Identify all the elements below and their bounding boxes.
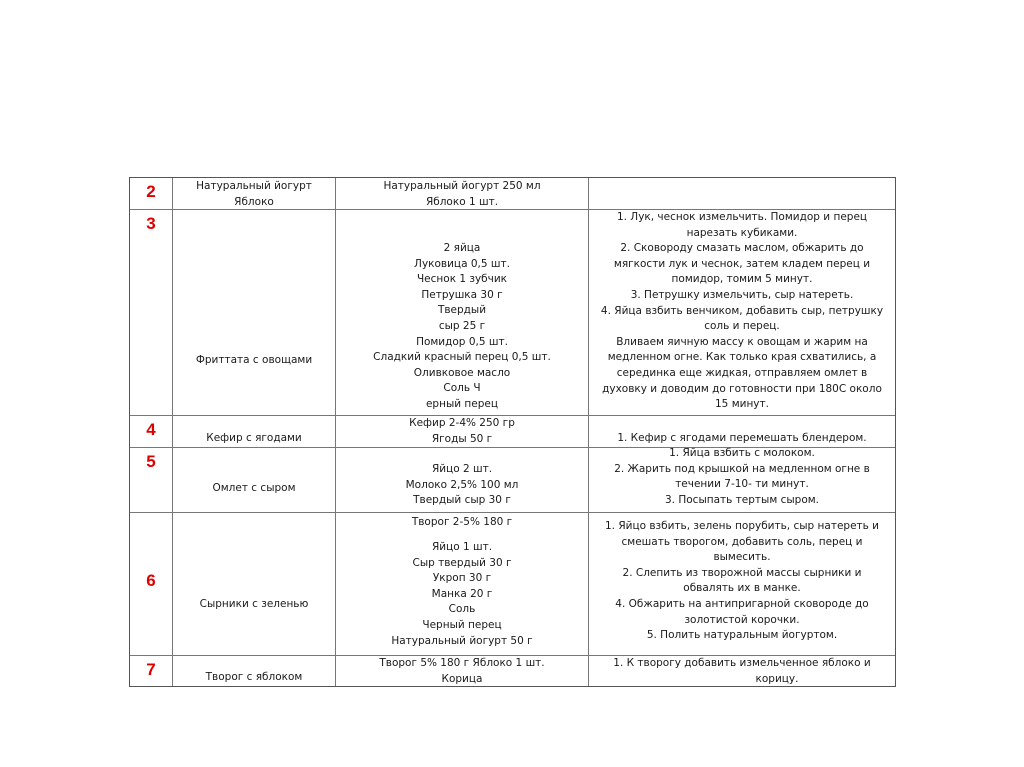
dish-cell bbox=[173, 416, 336, 448]
ingredient: Яблоко 1 шт. bbox=[425, 195, 499, 208]
ingredient: Черный перец bbox=[422, 618, 502, 631]
instruction-line: золотистой корочки. bbox=[684, 613, 800, 626]
instruction-line: помидор, томим 5 минут. bbox=[671, 273, 813, 286]
ingredient: ерный перец bbox=[425, 397, 499, 410]
instruction-line: соль и перец. bbox=[704, 320, 780, 333]
dish-name: Омлет с сыром bbox=[212, 482, 296, 494]
ingredient: Натуральный йогурт 250 мл bbox=[383, 180, 541, 192]
ingredient: Молоко 2,5% 100 мл bbox=[405, 478, 519, 491]
instruction-line: 1. Яйцо взбить, зелень порубить, сыр натереть и bbox=[604, 520, 880, 532]
instruction-line: мягкости лук и чеснок, затем кладем перец и bbox=[613, 257, 871, 270]
row-number: 2 bbox=[130, 178, 173, 210]
instruction-line: духовку и доводим до готовности при 180С около bbox=[602, 382, 882, 395]
row-number: 5 bbox=[130, 448, 173, 513]
instruction-line: вымесить. bbox=[713, 551, 771, 564]
ingredient: сыр 25 г bbox=[438, 319, 486, 332]
dish-name: Яблоко bbox=[234, 195, 274, 208]
instructions-cell bbox=[589, 656, 895, 686]
ingredient: Сладкий красный перец 0,5 шт. bbox=[373, 351, 551, 364]
ingredients-cell bbox=[336, 178, 589, 210]
ingredient: Твердый bbox=[437, 304, 487, 317]
instruction-line: смешать творогом, добавить соль, перец и bbox=[621, 535, 863, 548]
instruction-line: 2. Сковороду смазать маслом, обжарить до bbox=[620, 242, 864, 255]
instruction-line: медленном огне. Как только края схватились, а bbox=[607, 351, 877, 364]
dish-cell bbox=[173, 656, 336, 686]
instruction-line: 15 минут. bbox=[715, 398, 769, 411]
ingredients-cell bbox=[336, 656, 589, 686]
instructions-cell bbox=[589, 416, 895, 448]
ingredients-cell bbox=[336, 210, 589, 416]
dish-cell bbox=[173, 178, 336, 210]
ingredient: Соль Ч bbox=[443, 382, 481, 395]
ingredient: Сыр твердый 30 г bbox=[412, 556, 512, 569]
instruction-line: 2. Слепить из творожной массы сырники и bbox=[622, 566, 862, 579]
ingredient: Луковица 0,5 шт. bbox=[414, 257, 510, 270]
ingredient: Кефир 2-4% 250 гр bbox=[409, 417, 515, 429]
ingredient: Помидор 0,5 шт. bbox=[416, 335, 508, 348]
ingredient: Твердый сыр 30 г bbox=[413, 494, 511, 507]
row-number: 6 bbox=[130, 513, 173, 656]
instruction-line: 2. Жарить под крышкой на медленном огне в bbox=[614, 462, 870, 475]
ingredient: Петрушка 30 г bbox=[421, 288, 503, 301]
instruction-line: 5. Полить натуральным йогуртом. bbox=[646, 629, 838, 642]
ingredient: Яйцо 2 шт. bbox=[431, 463, 493, 475]
ingredient: Ягоды 50 г bbox=[431, 432, 493, 445]
instruction-line: 1. Яйца взбить с молоком. bbox=[669, 447, 815, 459]
instruction-line: 4. Обжарить на антипригарной сковороде до bbox=[615, 597, 869, 610]
dish-cell bbox=[173, 448, 336, 513]
ingredient: Натуральный йогурт 50 г bbox=[391, 634, 533, 647]
row-number: 3 bbox=[130, 210, 173, 416]
ingredients-cell bbox=[336, 448, 589, 513]
instruction-line: 4. Яйца взбить венчиком, добавить сыр, петрушку bbox=[600, 304, 884, 317]
instruction-line: течении 7-10- ти минут. bbox=[675, 478, 809, 491]
instruction-line: 1. Кефир с ягодами перемешать блендером. bbox=[617, 432, 867, 444]
instructions-cell bbox=[589, 513, 895, 656]
dish-cell bbox=[173, 513, 336, 656]
ingredients-cell bbox=[336, 513, 589, 656]
ingredient: Корица bbox=[441, 672, 483, 685]
dish-cell bbox=[173, 210, 336, 416]
row-number: 7 bbox=[130, 656, 173, 686]
dish-name: Натуральный йогурт bbox=[196, 180, 312, 192]
ingredient: Оливковое масло bbox=[413, 366, 511, 379]
instruction-line: 3. Посыпать тертым сыром. bbox=[665, 493, 819, 506]
dish-name: Сырники с зеленью bbox=[199, 598, 309, 610]
dish-name: Фриттата с овощами bbox=[195, 354, 313, 366]
row-number: 4 bbox=[130, 416, 173, 448]
instruction-line: нарезать кубиками. bbox=[686, 226, 798, 239]
dish-name: Творог с яблоком bbox=[205, 671, 303, 683]
instruction-line: серединка еще жидкая, отправляем омлет в bbox=[616, 366, 868, 379]
instruction-line: корицу. bbox=[755, 672, 799, 685]
ingredient: Манка 20 г bbox=[431, 587, 493, 600]
instructions-cell bbox=[589, 448, 895, 513]
ingredient: Творог 5% 180 г Яблоко 1 шт. bbox=[379, 657, 545, 669]
instruction-line: обвалять их в манке. bbox=[683, 582, 801, 595]
instruction-line: 1. К творогу добавить измельченное яблоко и bbox=[613, 657, 871, 669]
instructions-cell bbox=[589, 210, 895, 416]
instruction-line: 1. Лук, чеснок измельчить. Помидор и перец bbox=[616, 211, 868, 223]
instruction-line: Вливаем яичную массу к овощам и жарим на bbox=[616, 335, 868, 348]
ingredient: Творог 2-5% 180 г bbox=[411, 516, 513, 528]
ingredient: 2 яйца bbox=[443, 242, 481, 254]
ingredient: Яйцо 1 шт. bbox=[431, 541, 493, 553]
dish-name: Кефир с ягодами bbox=[206, 432, 302, 444]
ingredient: Укроп 30 г bbox=[432, 572, 492, 585]
instructions-cell bbox=[589, 178, 895, 210]
ingredients-cell bbox=[336, 416, 589, 448]
ingredient: Чеснок 1 зубчик bbox=[416, 273, 508, 286]
ingredient: Соль bbox=[448, 603, 476, 616]
recipe-table bbox=[129, 177, 896, 687]
instruction-line: 3. Петрушку измельчить, сыр натереть. bbox=[630, 288, 854, 301]
